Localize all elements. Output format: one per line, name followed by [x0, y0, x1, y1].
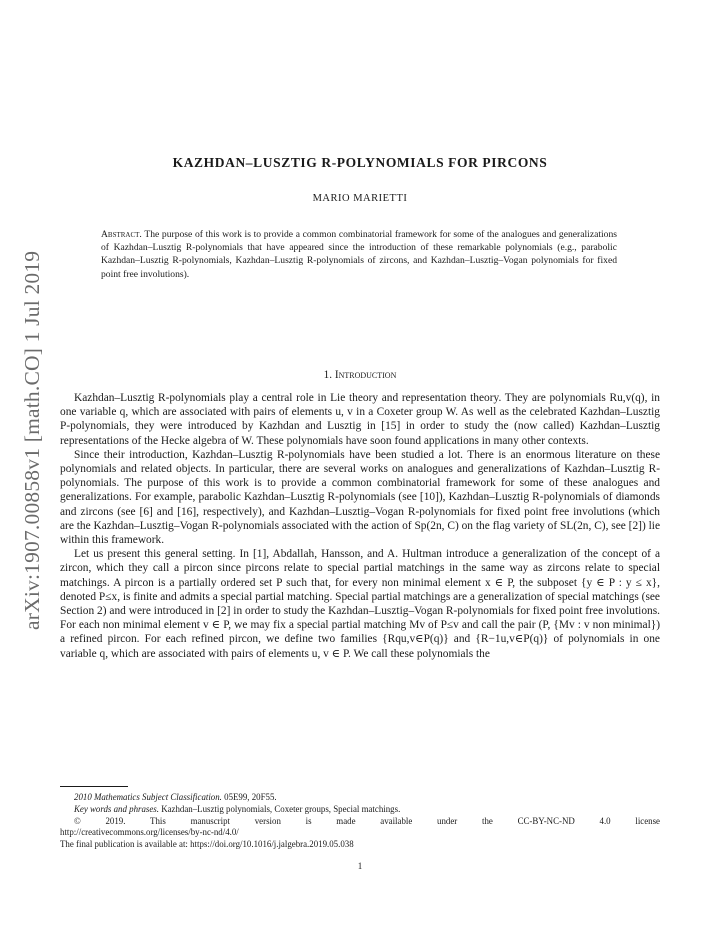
paragraph: Kazhdan–Lusztig R-polynomials play a central role in Lie theory and representation theory. They are polynomials Ru,v(q), in one variable q, which are associated with pairs of elements u, v in a Coxeter group W. As well as the celebrated Kazhdan–Lusztig P-polynomials, they were introduced by Kazhdan and Lusztig in [15] in order to study the (now called) Kazhdan–Lusztig representations of the Hecke algebra of W. These polynomials have soon found applications in many other contexts.	[60, 392, 660, 447]
msc-codes: 05E99, 20F55.	[224, 792, 277, 802]
keywords-footnote	[60, 804, 660, 816]
arxiv-identifier: arXiv:1907.00858v1 [math.CO] 1 Jul 2019	[20, 250, 44, 630]
section-name: Introduction	[334, 369, 397, 381]
footnotes	[60, 792, 660, 851]
publication-line: The final publication is available at: https://doi.org/10.1016/j.jalgebra.2019.05.038	[60, 839, 354, 850]
license-line: © 2019. This manuscript version is made available under the CC-BY-NC-ND 4.0 license	[74, 815, 660, 826]
abstract-label: Abstract.	[101, 229, 142, 240]
msc-footnote	[60, 792, 660, 804]
keywords-label: Key words and phrases.	[74, 803, 159, 814]
arxiv-margin-stamp	[20, 230, 50, 630]
author-name: MARIO MARIETTI	[312, 193, 408, 204]
abstract-block	[101, 228, 617, 281]
license-url: http://creativecommons.org/licenses/by-nc-nd/4.0/	[60, 827, 239, 838]
page-number: 1	[357, 861, 363, 871]
paragraph: Let us present this general setting. In [1], Abdallah, Hansson, and A. Hultman introduce a generalization of the concept of a zircon, which they call a pircon since pircons relate to special partial matchings in the same way as zircons relate to special matchings. A pircon is a partially ordered set P such that, for every non minimal element x ∈ P, the subposet {y ∈ P : y ≤ x}, denoted P≤x, is finite and admits a special partial matching. Special partial matchings are a generalization of special matchings (see Section 2) and were introduced in [2] in order to study the Kazhdan–Lusztig–Vogan R-polynomials for fixed point free involutions. For each non minimal element v ∈ P, we may fix a special partial matching Mv of P≤v and call the pair (P, {Mv : v non minimal}) a refined pircon. For each refined pircon, we define two families {Rqu,v∈P(q)} and {R−1u,v∈P(q)} of polynomials in one variable q, which are associated with pairs of elements u, v ∈ P. We call these polynomials the	[60, 548, 660, 660]
paper-title: KAZHDAN–LUSZTIG R-POLYNOMIALS FOR PIRCONS	[172, 155, 548, 170]
body-text	[60, 391, 660, 661]
section-number: 1.	[323, 369, 333, 381]
section-heading	[60, 369, 660, 381]
paragraph: Since their introduction, Kazhdan–Lusztig R-polynomials have been studied a lot. There is an enormous literature on these polynomials and related objects. In particular, there are several works on analogues and generalizations of Kazhdan–Lusztig R-polynomials. The purpose of this work is to provide a common combinatorial framework for some of these analogues and generalizations. For example, parabolic Kazhdan–Lusztig R-polynomials (see [10]), Kazhdan–Lusztig R-polynomials of diamonds and zircons (see [6] and [16], respectively), and Kazhdan–Lusztig–Vogan R-polynomials for fixed point free involutions (which are the Kazhdan–Lusztig–Vogan R-polynomials associated with the action of Sp(2n, C) on the flag variety of SL(2n, C), see [2]) lie within this framework.	[60, 448, 660, 547]
msc-label: 2010 Mathematics Subject Classification.	[74, 792, 222, 802]
abstract-text: The purpose of this work is to provide a common combinatorial framework for some of the analogues and generalizations of Kazhdan–Lusztig R-polynomials that have appeared since the introduction of these remarkable polynomials (e.g., parabolic Kazhdan–Lusztig R-polynomials, Kazhdan–Lusztig R-polynomials of zircons, and Kazhdan–Lusztig–Vogan polynomials for fixed point free involutions).	[101, 229, 617, 280]
footnote-rule	[60, 786, 128, 787]
keywords-text: Kazhdan–Lusztig polynomials, Coxeter groups, Special matchings.	[161, 803, 401, 814]
